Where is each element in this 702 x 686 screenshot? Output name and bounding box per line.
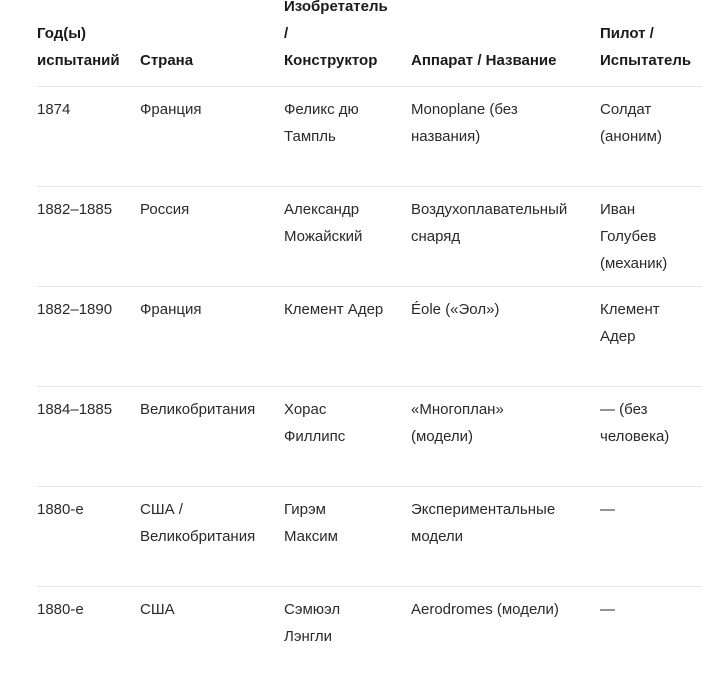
table-row xyxy=(37,486,702,587)
header-inventor: Изобретатель / Конструктор xyxy=(284,0,388,69)
table-row xyxy=(37,386,702,487)
cell-inventor: Феликс дю Тампль xyxy=(284,101,359,145)
cell-apparatus: Éole («Эол») xyxy=(411,301,500,318)
header-country: Страна xyxy=(140,52,194,69)
cell-apparatus: Воздухоплавательный снаряд xyxy=(411,201,568,245)
cell-pilot: Солдат (аноним) xyxy=(600,101,662,145)
cell-years: 1882–1885 xyxy=(37,201,113,218)
cell-years: 1882–1890 xyxy=(37,301,113,318)
table-row xyxy=(37,286,702,387)
cell-apparatus: Aerodromes (модели) xyxy=(411,601,559,618)
header-pilot: Пилот / Испытатель xyxy=(600,25,692,69)
table-row xyxy=(37,586,702,686)
cell-inventor: Сэмюэл Лэнгли xyxy=(284,601,341,645)
cell-years: 1880-е xyxy=(37,601,84,618)
cell-pilot: — xyxy=(600,601,615,618)
cell-inventor: Клемент Адер xyxy=(284,301,384,318)
cell-apparatus: «Многоплан» (модели) xyxy=(411,401,504,445)
cell-pilot: Клемент Адер xyxy=(600,301,660,345)
cell-inventor: Александр Можайский xyxy=(284,201,363,245)
header-years: Год(ы) испытаний xyxy=(37,25,120,69)
table-row xyxy=(37,86,702,187)
cell-country: Франция xyxy=(140,101,202,118)
header-apparatus: Аппарат / Название xyxy=(411,52,557,69)
cell-country: Великобритания xyxy=(140,401,256,418)
table-header-row xyxy=(37,0,702,87)
cell-inventor: Гирэм Максим xyxy=(284,501,338,545)
cell-apparatus: Экспериментальные модели xyxy=(411,501,556,545)
cell-country: Россия xyxy=(140,201,190,218)
cell-country: Франция xyxy=(140,301,202,318)
cell-pilot: Иван Голубев (механик) xyxy=(600,201,668,272)
cell-inventor: Хорас Филлипс xyxy=(284,401,346,445)
cell-pilot: — (без человека) xyxy=(600,401,670,445)
cell-years: 1880-е xyxy=(37,501,84,518)
table-row xyxy=(37,186,702,287)
cell-pilot: — xyxy=(600,501,615,518)
cell-country: США / Великобритания xyxy=(140,501,256,545)
cell-years: 1874 xyxy=(37,101,71,118)
cell-country: США xyxy=(140,601,175,618)
cell-years: 1884–1885 xyxy=(37,401,113,418)
cell-apparatus: Monoplane (без названия) xyxy=(411,101,518,145)
